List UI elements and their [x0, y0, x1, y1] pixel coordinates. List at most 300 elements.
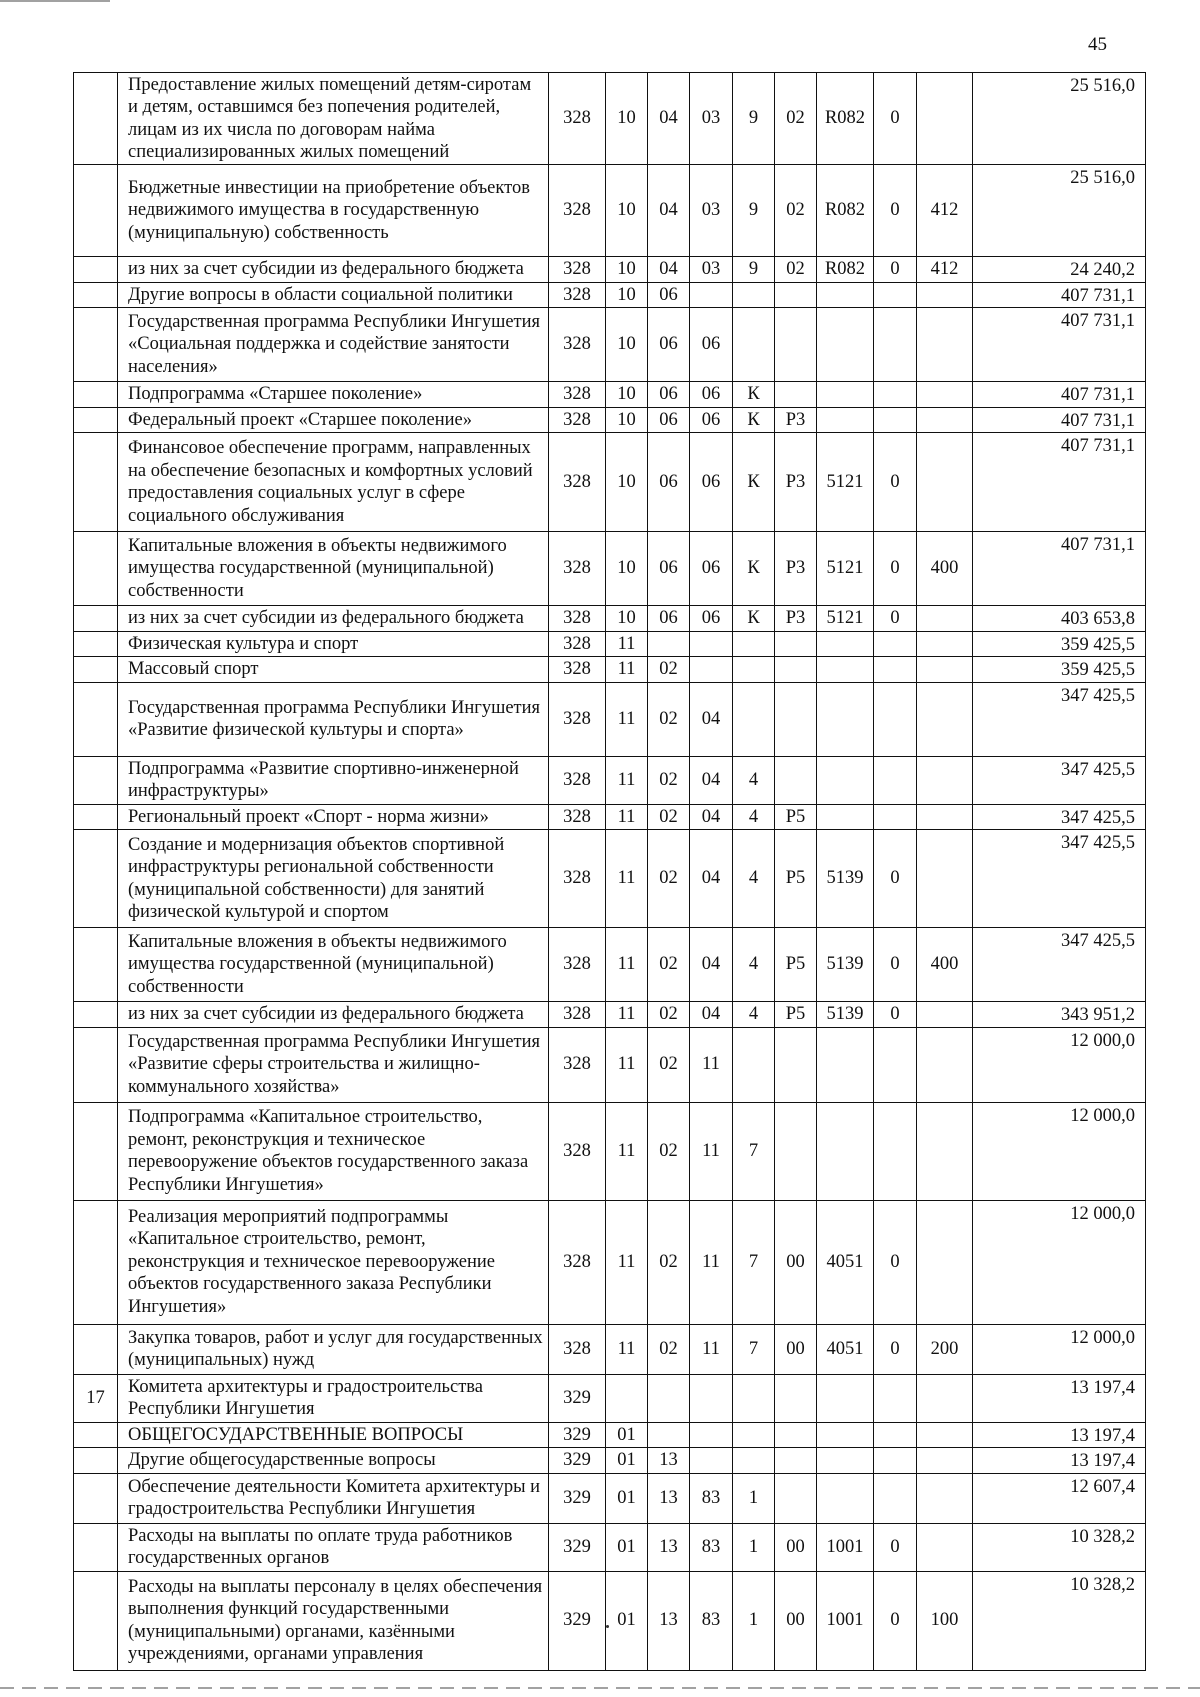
row-code-cell-c3: 06	[648, 282, 690, 308]
table-row	[74, 1422, 1146, 1448]
table-row	[74, 1523, 1146, 1571]
table-row	[74, 606, 1146, 632]
row-code-cell-c3: 04	[648, 257, 690, 283]
row-code-cell-c6	[775, 382, 817, 408]
row-code-cell-c6: 00	[775, 1200, 817, 1324]
row-name-cell: из них за счет субсидии из федерального бюджета	[118, 1002, 549, 1028]
row-code-cell-c3: 04	[648, 73, 690, 165]
row-code-cell-c6	[775, 308, 817, 382]
row-code-cell-c4: 03	[690, 165, 733, 257]
row-code-cell-c6	[775, 657, 817, 683]
row-code-cell-c2: 11	[606, 682, 648, 756]
row-code-cell-c8	[874, 804, 917, 830]
row-amount-cell: 347 425,5	[973, 804, 1146, 830]
table-body	[74, 73, 1146, 1671]
row-code-cell-c7	[817, 1422, 874, 1448]
row-code-cell-c2: 10	[606, 73, 648, 165]
row-name-cell: ОБЩЕГОСУДАРСТВЕННЫЕ ВОПРОСЫ	[118, 1422, 549, 1448]
row-code-cell-c7	[817, 382, 874, 408]
row-code-cell-c7: 5139	[817, 928, 874, 1002]
row-amount-cell: 24 240,2	[973, 257, 1146, 283]
row-code-cell-c3: 06	[648, 433, 690, 532]
table-row	[74, 73, 1146, 165]
row-name-cell: Подпрограмма «Капитальное строительство, ремонт, реконструкция и техническое перевооружение объектов государственного заказа Республики Ингушетия»	[118, 1102, 549, 1200]
row-amount-cell: 10 328,2	[973, 1571, 1146, 1670]
row-code-cell-c7	[817, 756, 874, 804]
table-row	[74, 1102, 1146, 1200]
row-name-cell: Капитальные вложения в объекты недвижимого имущества государственной (муниципальной) собственности	[118, 928, 549, 1002]
row-number-cell	[74, 1571, 118, 1670]
row-name-cell: Подпрограмма «Старшее поколение»	[118, 382, 549, 408]
row-code-cell-c8: 0	[874, 1002, 917, 1028]
row-code-cell-c4	[690, 657, 733, 683]
row-code-cell-c6	[775, 1448, 817, 1474]
row-code-cell-c7: 4051	[817, 1324, 874, 1374]
row-code-cell-c4	[690, 282, 733, 308]
row-amount-cell: 10 328,2	[973, 1523, 1146, 1571]
row-name-cell: Создание и модернизация объектов спортивной инфраструктуры региональной собственности (муниципальной собственности) для занятий физической культурой и спортом	[118, 830, 549, 928]
row-name-cell: Государственная программа Республики Ингушетия «Развитие физической культуры и спорта»	[118, 682, 549, 756]
row-code-cell-c8: 0	[874, 73, 917, 165]
row-code-cell-c9	[917, 756, 973, 804]
row-code-cell-c4: 04	[690, 1002, 733, 1028]
row-code-cell-c3: 06	[648, 606, 690, 632]
row-code-cell-c4: 06	[690, 308, 733, 382]
budget-table	[73, 72, 1146, 1671]
row-code-cell-c4: 11	[690, 1200, 733, 1324]
table-row	[74, 433, 1146, 532]
row-name-cell: Расходы на выплаты по оплате труда работников государственных органов	[118, 1523, 549, 1571]
row-code-cell-c2: 11	[606, 804, 648, 830]
row-code-cell-c7: 5139	[817, 1002, 874, 1028]
row-code-cell-c5: 7	[733, 1200, 775, 1324]
row-amount-cell: 12 607,4	[973, 1473, 1146, 1523]
table-row	[74, 928, 1146, 1002]
row-code-cell-c5: 7	[733, 1102, 775, 1200]
row-amount-cell: 403 653,8	[973, 606, 1146, 632]
row-number-cell	[74, 1523, 118, 1571]
row-code-cell-c8	[874, 282, 917, 308]
row-code-cell-c4: 83	[690, 1571, 733, 1670]
row-code-cell-c4: 04	[690, 928, 733, 1002]
row-amount-cell: 25 516,0	[973, 73, 1146, 165]
row-code-cell-c8: 0	[874, 1523, 917, 1571]
row-amount-cell: 12 000,0	[973, 1102, 1146, 1200]
row-name-cell: Закупка товаров, работ и услуг для государственных (муниципальных) нужд	[118, 1324, 549, 1374]
row-name-cell: Комитета архитектуры и градостроительства Республики Ингушетия	[118, 1374, 549, 1422]
row-code-cell-c5: К	[733, 433, 775, 532]
row-code-cell-c6	[775, 1102, 817, 1200]
row-code-cell-c1: 329	[549, 1571, 606, 1670]
row-number-cell	[74, 756, 118, 804]
row-code-cell-c7	[817, 657, 874, 683]
row-amount-cell: 407 731,1	[973, 407, 1146, 433]
row-code-cell-c6	[775, 1374, 817, 1422]
row-code-cell-c8	[874, 1422, 917, 1448]
row-amount-cell: 359 425,5	[973, 631, 1146, 657]
row-code-cell-c1: 328	[549, 308, 606, 382]
row-amount-cell: 13 197,4	[973, 1374, 1146, 1422]
row-code-cell-c2: 11	[606, 1002, 648, 1028]
row-code-cell-c2: 10	[606, 282, 648, 308]
row-code-cell-c5: 4	[733, 928, 775, 1002]
row-code-cell-c6: 00	[775, 1324, 817, 1374]
row-name-cell: Региональный проект «Спорт - норма жизни»	[118, 804, 549, 830]
row-code-cell-c1: 328	[549, 1200, 606, 1324]
row-code-cell-c8	[874, 1473, 917, 1523]
row-code-cell-c9	[917, 1422, 973, 1448]
table-row	[74, 1374, 1146, 1422]
row-code-cell-c5	[733, 657, 775, 683]
row-code-cell-c1: 328	[549, 433, 606, 532]
row-code-cell-c3: 02	[648, 682, 690, 756]
scan-speck	[606, 1625, 609, 1628]
table-row	[74, 1027, 1146, 1102]
row-code-cell-c9	[917, 1448, 973, 1474]
row-name-cell: Предоставление жилых помещений детям-сиротам и детям, оставшимся без попечения родителей, лицам из их числа по договорам найма специализированных жилых помещений	[118, 73, 549, 165]
row-code-cell-c8: 0	[874, 1200, 917, 1324]
row-code-cell-c1: 328	[549, 407, 606, 433]
row-code-cell-c7: 5121	[817, 532, 874, 606]
row-code-cell-c3: 02	[648, 830, 690, 928]
row-name-cell: Массовый спорт	[118, 657, 549, 683]
row-code-cell-c2: 11	[606, 657, 648, 683]
row-code-cell-c3: 06	[648, 308, 690, 382]
row-code-cell-c3: 13	[648, 1448, 690, 1474]
row-code-cell-c7	[817, 682, 874, 756]
row-code-cell-c7	[817, 631, 874, 657]
row-name-cell: Капитальные вложения в объекты недвижимого имущества государственной (муниципальной) собственности	[118, 532, 549, 606]
row-number-cell	[74, 804, 118, 830]
row-code-cell-c4: 04	[690, 830, 733, 928]
row-number-cell	[74, 1027, 118, 1102]
row-code-cell-c3: 13	[648, 1473, 690, 1523]
table-row	[74, 407, 1146, 433]
row-amount-cell: 25 516,0	[973, 165, 1146, 257]
row-code-cell-c2: 10	[606, 165, 648, 257]
row-name-cell: Другие общегосударственные вопросы	[118, 1448, 549, 1474]
row-code-cell-c8	[874, 407, 917, 433]
row-code-cell-c3: 02	[648, 1102, 690, 1200]
row-number-cell	[74, 433, 118, 532]
row-code-cell-c8: 0	[874, 532, 917, 606]
row-number-cell	[74, 631, 118, 657]
row-amount-cell: 347 425,5	[973, 928, 1146, 1002]
row-code-cell-c6: 00	[775, 1523, 817, 1571]
row-name-cell: Финансовое обеспечение программ, направленных на обеспечение безопасных и комфортных условий предоставления социальных услуг в сфере социального обслуживания	[118, 433, 549, 532]
row-code-cell-c5: 1	[733, 1571, 775, 1670]
row-amount-cell: 13 197,4	[973, 1448, 1146, 1474]
row-code-cell-c5: К	[733, 382, 775, 408]
row-code-cell-c2: 01	[606, 1523, 648, 1571]
row-name-cell: Другие вопросы в области социальной политики	[118, 282, 549, 308]
row-code-cell-c8: 0	[874, 1324, 917, 1374]
row-number-cell	[74, 928, 118, 1002]
row-code-cell-c9	[917, 657, 973, 683]
row-amount-cell: 359 425,5	[973, 657, 1146, 683]
row-code-cell-c5: К	[733, 407, 775, 433]
row-code-cell-c1: 328	[549, 830, 606, 928]
row-code-cell-c9	[917, 1473, 973, 1523]
row-code-cell-c8	[874, 657, 917, 683]
row-code-cell-c5: 9	[733, 73, 775, 165]
row-code-cell-c6: Р3	[775, 407, 817, 433]
row-code-cell-c5	[733, 1027, 775, 1102]
row-code-cell-c9	[917, 1523, 973, 1571]
row-code-cell-c4: 06	[690, 606, 733, 632]
row-amount-cell: 407 731,1	[973, 433, 1146, 532]
table-row	[74, 631, 1146, 657]
row-code-cell-c2: 11	[606, 830, 648, 928]
row-code-cell-c1: 328	[549, 1102, 606, 1200]
row-code-cell-c1: 328	[549, 657, 606, 683]
row-name-cell: из них за счет субсидии из федерального бюджета	[118, 606, 549, 632]
row-code-cell-c6: 02	[775, 257, 817, 283]
row-number-cell	[74, 606, 118, 632]
row-code-cell-c5: 4	[733, 1002, 775, 1028]
row-code-cell-c5: К	[733, 606, 775, 632]
row-code-cell-c5	[733, 631, 775, 657]
row-code-cell-c1: 329	[549, 1422, 606, 1448]
row-code-cell-c7	[817, 1027, 874, 1102]
row-code-cell-c6	[775, 1027, 817, 1102]
row-code-cell-c8: 0	[874, 606, 917, 632]
row-code-cell-c3	[648, 1374, 690, 1422]
row-number-cell	[74, 257, 118, 283]
row-code-cell-c4: 03	[690, 257, 733, 283]
row-code-cell-c8: 0	[874, 257, 917, 283]
row-code-cell-c5	[733, 682, 775, 756]
row-code-cell-c2: 10	[606, 407, 648, 433]
row-code-cell-c6: Р5	[775, 830, 817, 928]
row-code-cell-c5	[733, 1448, 775, 1474]
row-code-cell-c4: 06	[690, 407, 733, 433]
row-number-cell	[74, 407, 118, 433]
row-code-cell-c8	[874, 1448, 917, 1474]
row-code-cell-c7: R082	[817, 257, 874, 283]
table-row	[74, 165, 1146, 257]
row-code-cell-c2: 10	[606, 382, 648, 408]
page-number: 45	[1088, 34, 1107, 55]
row-code-cell-c2: 11	[606, 1324, 648, 1374]
row-code-cell-c6: 02	[775, 73, 817, 165]
row-code-cell-c1: 328	[549, 606, 606, 632]
row-code-cell-c3: 02	[648, 1002, 690, 1028]
row-number-cell	[74, 165, 118, 257]
row-code-cell-c7: R082	[817, 165, 874, 257]
row-code-cell-c8	[874, 682, 917, 756]
row-code-cell-c5: 4	[733, 830, 775, 928]
row-number-cell	[74, 1448, 118, 1474]
row-name-cell: Физическая культура и спорт	[118, 631, 549, 657]
table-row	[74, 1473, 1146, 1523]
row-code-cell-c8: 0	[874, 165, 917, 257]
row-code-cell-c3: 06	[648, 382, 690, 408]
row-code-cell-c6: Р3	[775, 433, 817, 532]
row-code-cell-c2: 01	[606, 1473, 648, 1523]
row-code-cell-c3: 02	[648, 657, 690, 683]
table-row	[74, 804, 1146, 830]
row-code-cell-c9: 400	[917, 532, 973, 606]
row-amount-cell: 347 425,5	[973, 682, 1146, 756]
row-code-cell-c9	[917, 1002, 973, 1028]
table-row	[74, 282, 1146, 308]
row-code-cell-c8	[874, 382, 917, 408]
row-code-cell-c7	[817, 1473, 874, 1523]
row-code-cell-c4: 06	[690, 382, 733, 408]
row-code-cell-c1: 328	[549, 682, 606, 756]
row-code-cell-c9	[917, 282, 973, 308]
row-code-cell-c4	[690, 631, 733, 657]
row-code-cell-c1: 328	[549, 1027, 606, 1102]
table-row	[74, 830, 1146, 928]
row-code-cell-c1: 328	[549, 382, 606, 408]
row-code-cell-c9	[917, 606, 973, 632]
row-amount-cell: 12 000,0	[973, 1200, 1146, 1324]
row-code-cell-c9: 400	[917, 928, 973, 1002]
row-code-cell-c5: 4	[733, 756, 775, 804]
row-number-cell	[74, 1473, 118, 1523]
row-name-cell: из них за счет субсидии из федерального бюджета	[118, 257, 549, 283]
row-code-cell-c5	[733, 308, 775, 382]
row-amount-cell: 343 951,2	[973, 1002, 1146, 1028]
row-code-cell-c3: 13	[648, 1523, 690, 1571]
row-code-cell-c4: 83	[690, 1523, 733, 1571]
row-code-cell-c7: 5139	[817, 830, 874, 928]
row-code-cell-c9	[917, 1200, 973, 1324]
row-name-cell: Подпрограмма «Развитие спортивно-инженерной инфраструктуры»	[118, 756, 549, 804]
row-code-cell-c2: 11	[606, 928, 648, 1002]
row-code-cell-c7: 1001	[817, 1523, 874, 1571]
row-name-cell: Государственная программа Республики Ингушетия «Развитие сферы строительства и жилищно-коммунального хозяйства»	[118, 1027, 549, 1102]
row-code-cell-c8	[874, 756, 917, 804]
row-code-cell-c3: 02	[648, 1027, 690, 1102]
row-code-cell-c6	[775, 282, 817, 308]
row-code-cell-c7: 5121	[817, 606, 874, 632]
row-number-cell	[74, 657, 118, 683]
row-code-cell-c9	[917, 407, 973, 433]
row-code-cell-c4: 06	[690, 433, 733, 532]
row-number-cell	[74, 1324, 118, 1374]
row-code-cell-c1: 328	[549, 1324, 606, 1374]
table-row	[74, 657, 1146, 683]
row-code-cell-c4	[690, 1374, 733, 1422]
row-code-cell-c2: 10	[606, 532, 648, 606]
row-code-cell-c9: 100	[917, 1571, 973, 1670]
row-code-cell-c3: 04	[648, 165, 690, 257]
row-code-cell-c2: 11	[606, 1027, 648, 1102]
row-code-cell-c7	[817, 1448, 874, 1474]
row-number-cell	[74, 73, 118, 165]
table-row	[74, 1448, 1146, 1474]
row-code-cell-c9	[917, 73, 973, 165]
row-code-cell-c3: 13	[648, 1571, 690, 1670]
table-row	[74, 532, 1146, 606]
row-code-cell-c2: 11	[606, 1102, 648, 1200]
row-code-cell-c1: 329	[549, 1473, 606, 1523]
row-code-cell-c5: 1	[733, 1473, 775, 1523]
row-code-cell-c4: 11	[690, 1324, 733, 1374]
row-code-cell-c7	[817, 308, 874, 382]
row-code-cell-c9	[917, 631, 973, 657]
row-name-cell: Обеспечение деятельности Комитета архитектуры и градостроительства Республики Ингушетия	[118, 1473, 549, 1523]
row-code-cell-c1: 328	[549, 73, 606, 165]
row-code-cell-c6	[775, 1473, 817, 1523]
row-amount-cell: 407 731,1	[973, 282, 1146, 308]
row-number-cell	[74, 308, 118, 382]
row-number-cell	[74, 1422, 118, 1448]
row-code-cell-c4	[690, 1422, 733, 1448]
row-code-cell-c7: 4051	[817, 1200, 874, 1324]
row-code-cell-c1: 328	[549, 257, 606, 283]
row-code-cell-c9	[917, 1027, 973, 1102]
row-code-cell-c1: 328	[549, 756, 606, 804]
row-code-cell-c6: 00	[775, 1571, 817, 1670]
row-code-cell-c8: 0	[874, 928, 917, 1002]
row-code-cell-c5	[733, 282, 775, 308]
row-amount-cell: 12 000,0	[973, 1324, 1146, 1374]
row-amount-cell: 407 731,1	[973, 382, 1146, 408]
row-code-cell-c5: 1	[733, 1523, 775, 1571]
row-code-cell-c8: 0	[874, 830, 917, 928]
row-code-cell-c6: Р5	[775, 804, 817, 830]
row-code-cell-c3: 02	[648, 804, 690, 830]
table-row	[74, 257, 1146, 283]
row-code-cell-c6: Р3	[775, 532, 817, 606]
table-row	[74, 308, 1146, 382]
row-code-cell-c2: 10	[606, 606, 648, 632]
row-code-cell-c1: 329	[549, 1448, 606, 1474]
row-code-cell-c2: 01	[606, 1448, 648, 1474]
row-code-cell-c6	[775, 631, 817, 657]
table-row	[74, 382, 1146, 408]
row-code-cell-c7: 1001	[817, 1571, 874, 1670]
row-number-cell	[74, 682, 118, 756]
row-code-cell-c4: 83	[690, 1473, 733, 1523]
row-code-cell-c2: 01	[606, 1422, 648, 1448]
row-code-cell-c5: 9	[733, 257, 775, 283]
row-name-cell: Федеральный проект «Старшее поколение»	[118, 407, 549, 433]
row-code-cell-c9	[917, 830, 973, 928]
row-code-cell-c9	[917, 382, 973, 408]
row-code-cell-c5	[733, 1422, 775, 1448]
row-code-cell-c6: 02	[775, 165, 817, 257]
row-code-cell-c6: Р5	[775, 1002, 817, 1028]
row-code-cell-c6: Р3	[775, 606, 817, 632]
row-code-cell-c8	[874, 631, 917, 657]
table-row	[74, 756, 1146, 804]
row-code-cell-c8: 0	[874, 1571, 917, 1670]
row-code-cell-c5: 4	[733, 804, 775, 830]
row-code-cell-c6	[775, 682, 817, 756]
row-name-cell: Бюджетные инвестиции на приобретение объектов недвижимого имущества в государственную (муниципальную) собственность	[118, 165, 549, 257]
row-code-cell-c7: 5121	[817, 433, 874, 532]
row-code-cell-c6	[775, 1422, 817, 1448]
row-code-cell-c4: 03	[690, 73, 733, 165]
table-row	[74, 682, 1146, 756]
row-code-cell-c2: 11	[606, 1200, 648, 1324]
row-name-cell: Государственная программа Республики Ингушетия «Социальная поддержка и содействие занятости населения»	[118, 308, 549, 382]
row-number-cell	[74, 532, 118, 606]
row-code-cell-c3: 02	[648, 1324, 690, 1374]
row-code-cell-c7	[817, 1102, 874, 1200]
row-code-cell-c7	[817, 1374, 874, 1422]
row-code-cell-c3: 06	[648, 532, 690, 606]
row-code-cell-c1: 328	[549, 282, 606, 308]
row-code-cell-c3	[648, 631, 690, 657]
row-amount-cell: 407 731,1	[973, 532, 1146, 606]
row-code-cell-c1: 328	[549, 928, 606, 1002]
